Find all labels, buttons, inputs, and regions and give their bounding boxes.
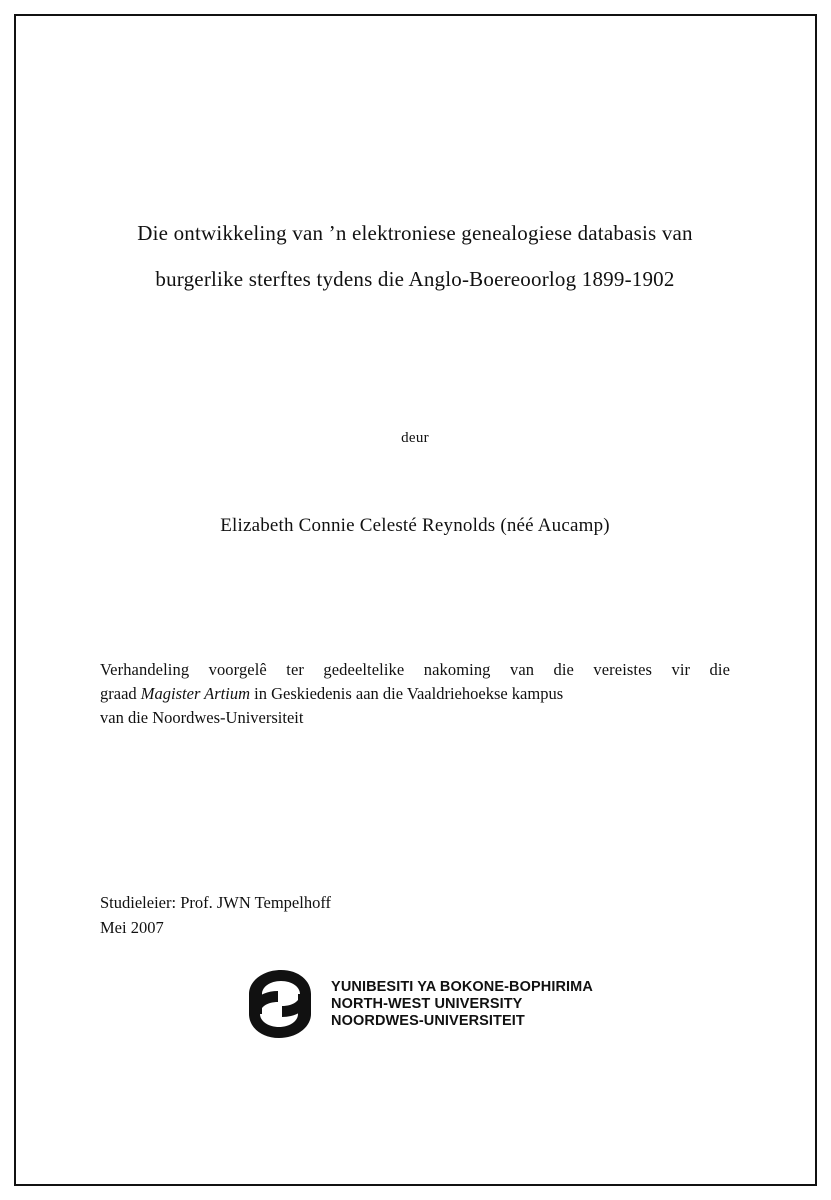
author-name: Elizabeth Connie Celesté Reynolds (néé Aucamp) bbox=[220, 515, 610, 536]
degree-name: Magister Artium bbox=[140, 684, 251, 703]
logo-text-line-1: YUNIBESITI YA BOKONE-BOPHIRIMA bbox=[331, 978, 593, 995]
title-page-content bbox=[100, 60, 730, 1140]
statement-line-3: van die Noordwes-Universiteit bbox=[100, 708, 304, 727]
date-line: Mei 2007 bbox=[100, 918, 164, 937]
page-title bbox=[100, 210, 730, 302]
university-logo-text bbox=[331, 979, 593, 1030]
supervisor-line: Studieleier: Prof. JWN Tempelhoff bbox=[100, 893, 332, 912]
university-logo bbox=[100, 968, 730, 1040]
statement-line-2 bbox=[100, 682, 730, 706]
supervisor-block bbox=[100, 890, 730, 940]
author-block bbox=[100, 430, 730, 537]
by-label: deur bbox=[401, 430, 429, 446]
statement-line-2-post: in Geskiedenis aan die Vaaldriehoekse kampus bbox=[250, 684, 564, 703]
logo-text-line-3: NOORDWES-UNIVERSITEIT bbox=[331, 1012, 525, 1029]
statement-line-1: Verhandeling voorgelê ter gedeeltelike nakoming van die vereistes vir die bbox=[100, 660, 730, 679]
nwu-logo-icon bbox=[237, 968, 323, 1040]
statement-line-2-pre: graad bbox=[100, 684, 141, 703]
logo-text-line-2: NORTH-WEST UNIVERSITY bbox=[331, 995, 523, 1012]
title-line-2: burgerlike sterftes tydens die Anglo-Boereoorlog 1899-1902 bbox=[155, 267, 675, 291]
title-line-1: Die ontwikkeling van ’n elektroniese genealogiese databasis van bbox=[137, 221, 693, 245]
degree-statement bbox=[100, 658, 730, 730]
